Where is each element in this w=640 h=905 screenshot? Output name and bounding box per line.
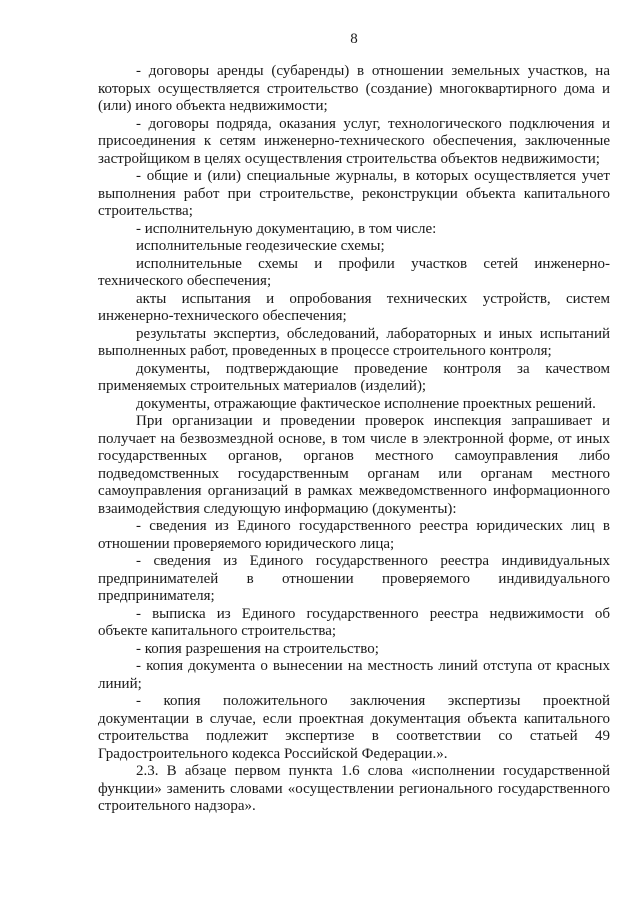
paragraph-contracts-services: - договоры подряда, оказания услуг, технологического подключения и присоединения к сетям инженерно-технического обеспечения, заключенные застройщиком в целях осуществления строительства объектов недвижимости;: [98, 115, 610, 167]
paragraph-design-execution-docs: документы, отражающие фактическое исполнение проектных решений.: [136, 395, 596, 412]
paragraph-clause-2-3: 2.3. В абзаце первом пункта 1.6 слова «исполнении государственной функции» заменить словами «осуществлении регионального государственного строительного надзора».: [98, 763, 610, 814]
paragraph-journals: - общие и (или) специальные журналы, в которых осуществляется учет выполнения работ при строительстве, реконструкции объекта капитального строительства;: [98, 168, 610, 219]
paragraph-contracts-lease: - договоры аренды (субаренды) в отношении земельных участков, на которых осуществляется строительство (создание) многоквартирного дома и (или) иного объекта недвижимости;: [98, 63, 610, 114]
paragraph-expertise-results: результаты экспертиз, обследований, лабораторных и иных испытаний выполненных работ, проведенных в процессе строительного контроля;: [98, 325, 610, 359]
paragraph-schemes-profiles: исполнительные схемы и профили участков сетей инженерно-технического обеспечения;: [98, 255, 610, 289]
document-body: [98, 63, 610, 816]
paragraph-quality-control-docs: документы, подтверждающие проведение контроля за качеством применяемых строительных материалов (изделий);: [98, 360, 610, 394]
paragraph-legal-entities-register: - сведения из Единого государственного реестра юридических лиц в отношении проверяемого юридического лица;: [98, 518, 610, 552]
paragraph-construction-permit-copy: - копия разрешения на строительство;: [136, 640, 379, 657]
paragraph-expertise-conclusion: - копия положительного заключения экспертизы проектной документации в случае, если проектная документация объекта капитального строительства подлежит экспертизе в соответствии со статьей 49 Градостроительного кодекса Российской Федерации.».: [98, 693, 610, 762]
paragraph-executive-docs-intro: - исполнительную документацию, в том числе:: [136, 220, 437, 237]
paragraph-test-acts: акты испытания и опробования технических устройств, систем инженерно-технического обеспечения;: [98, 290, 610, 324]
page-number: 8: [350, 31, 358, 47]
paragraph-real-estate-register: - выписка из Единого государственного реестра недвижимости об объекте капитального строительства;: [98, 605, 610, 639]
paragraph-interagency-info: При организации и проведении проверок инспекция запрашивает и получает на безвозмездной основе, в том числе в электронной форме, от иных государственных органов, органов местного самоуправления либо подведомственных государственным органам или органам местного самоуправления организаций в рамках межведомственного информационного взаимодействия следующую информацию (документы):: [98, 413, 610, 517]
paragraph-red-lines-copy: - копия документа о вынесении на местность линий отступа от красных линий;: [98, 658, 610, 692]
paragraph-entrepreneurs-register: - сведения из Единого государственного реестра индивидуальных предпринимателей в отношении проверяемого индивидуального предпринимателя;: [98, 553, 610, 604]
paragraph-geodetic-schemes: исполнительные геодезические схемы;: [136, 238, 385, 254]
